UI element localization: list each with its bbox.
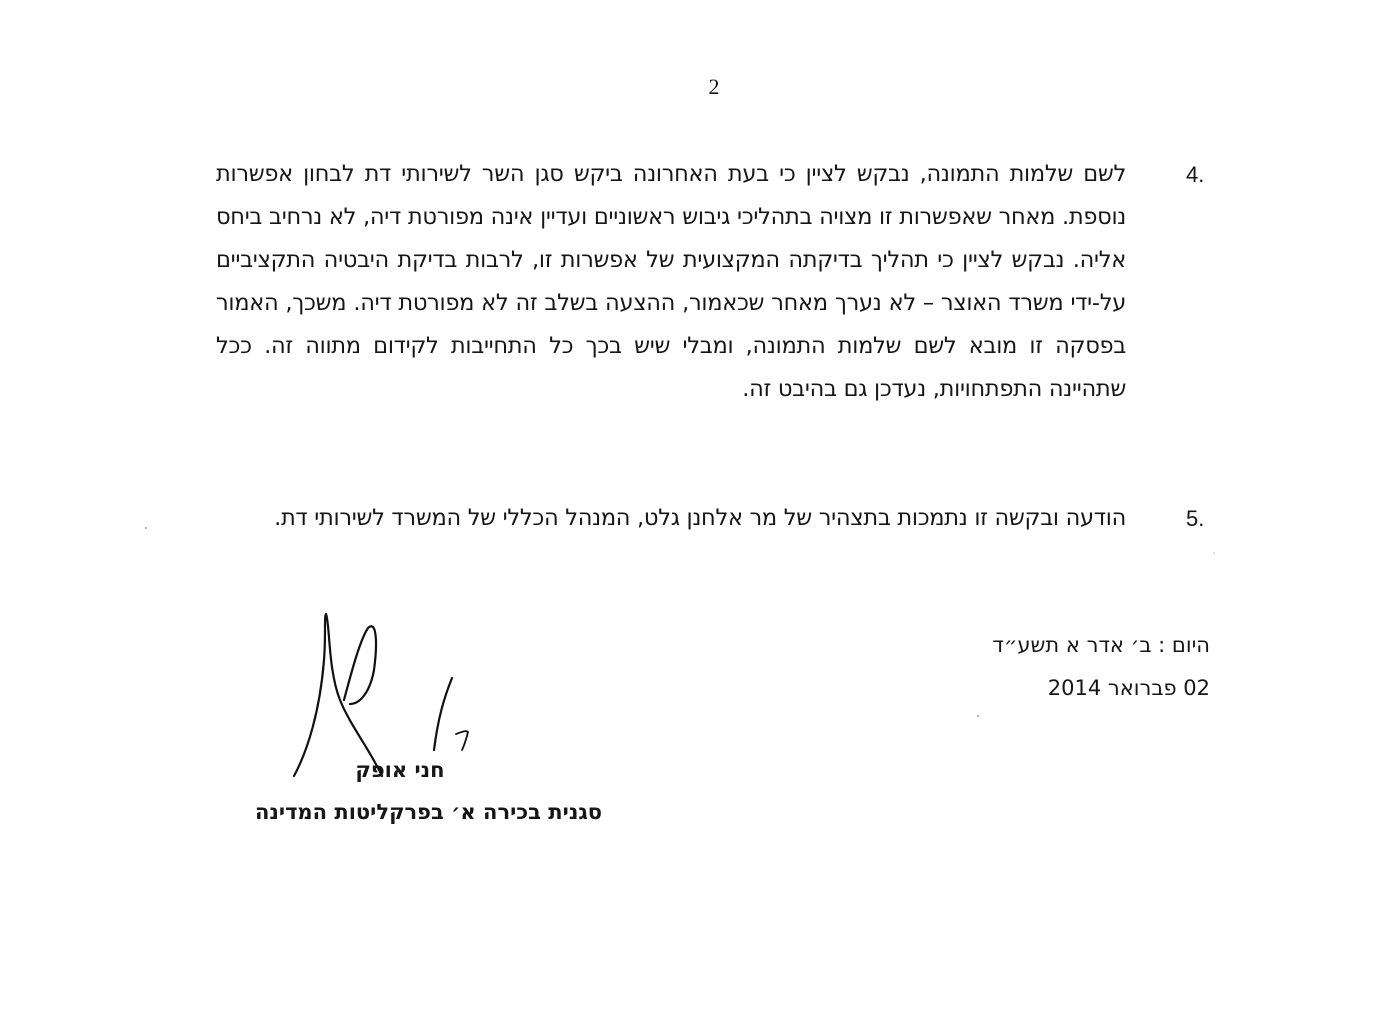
paragraph-4: לשם שלמות התמונה, נבקש לציין כי בעת האחרונה ביקש סגן השר לשירותי דת לבחון אפשרות נוספת. מאחר שאפשרות זו מצויה בתהליכי גיבוש ראשוניים ועדיין אינה מפורטת דיה, לא נרחיב ביחס אליה. נבקש לציין כי תהליך בדיקתה המקצועית של אפשרות זו, לרבות בדיקת היבטיה התקציביים על-ידי משרד האוצר – לא נערך מאחר שכאמור, ההצעה בשלב זה לא מפורטת דיה. משכך, האמור בפסקה זו מובא לשם שלמות התמונה, ומבלי שיש בכך כל התחייבות לקידום מתווה זה. ככל שתהיינה התפתחויות, נעדכן גם בהיבט זה. <box>216 161 1126 402</box>
paragraph-5: הודעה ובקשה זו נתמכות בתצהיר של מר אלחנן גלט, המנהל הכללי של המשרד לשירותי דת. <box>274 505 1126 531</box>
page-number: 2 <box>708 74 720 99</box>
paragraph-number: 4. <box>1186 162 1205 187</box>
signatory-title: סגנית בכירה א׳ בפרקליטות המדינה <box>254 800 602 824</box>
date-block <box>900 624 1210 710</box>
paragraph-number: 5. <box>1186 506 1205 531</box>
gregorian-date: 02 פברואר 2014 <box>1047 676 1210 700</box>
signatory-name: חני אופק <box>355 758 445 782</box>
hebrew-date: היום : ב׳ אדר א תשע״ד <box>992 633 1210 657</box>
